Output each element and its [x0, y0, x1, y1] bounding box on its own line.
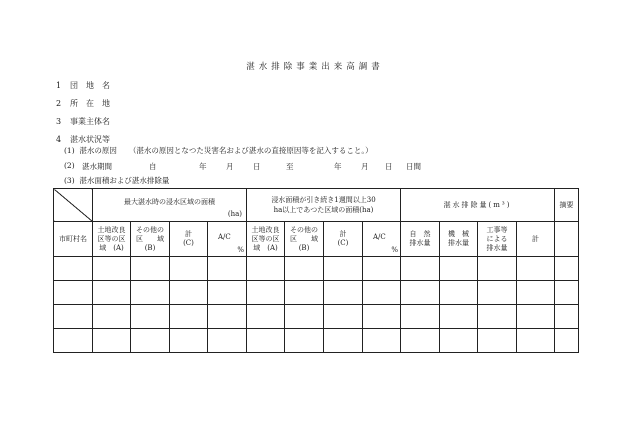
sub-period: (2) 湛水期間 自 年 月 日 至 年 月 日 日間	[64, 161, 421, 171]
col-c1-header: 計 (C)	[170, 222, 208, 257]
group2-header: 浸水面積が引き続き1週間以上30 ha以上であつた区域の面積(ha)	[247, 189, 401, 222]
natural-drain-header: 自 然 排水量	[401, 222, 440, 257]
group1-header: 最大湛水時の浸水区域の面積 (ha)	[93, 189, 247, 222]
construction-drain-header: 工事等 による 排水量	[478, 222, 517, 257]
col-ac2-header: A/C %	[363, 222, 401, 257]
drain-total-header: 計	[517, 222, 555, 257]
col-c2-header: 計 (C)	[324, 222, 363, 257]
table-row	[54, 329, 579, 353]
mechanical-drain-header: 機 械 排水量	[440, 222, 478, 257]
col-a1-header: 土地改良 区等の区 域 (A)	[93, 222, 131, 257]
item-danchi: 1 団 地 名	[56, 81, 110, 90]
remarks-cell	[555, 222, 579, 257]
item-location: 2 所 在 地	[56, 99, 110, 108]
col-a2-header: 土地改良 区等の区 域 (A)	[247, 222, 285, 257]
item-status: 4 湛水状況等	[56, 135, 110, 144]
col-b1-header: その他の 区 域 (B)	[131, 222, 170, 257]
col-b2-header: その他の 区 域 (B)	[285, 222, 324, 257]
remarks-header: 摘要	[555, 189, 579, 222]
table-row	[54, 281, 579, 305]
table-row	[54, 257, 579, 281]
col-ac1-header: A/C %	[208, 222, 247, 257]
data-table	[53, 188, 579, 353]
group3-header: 湛水排除量(m³)	[401, 189, 555, 222]
document-title: 湛水排除事業出来高調書	[246, 62, 384, 72]
corner-diagonal	[54, 189, 93, 222]
table-row	[54, 305, 579, 329]
item-operator: 3 事業主体名	[56, 117, 110, 126]
municipality-header: 市町村名	[54, 222, 93, 257]
sub-area: (3) 湛水面積および湛水排除量	[64, 176, 170, 185]
sub-cause: (1) 湛水の原因 （湛水の原因となつた災害名および湛水の直接原因等を記入すること。）	[64, 146, 373, 155]
